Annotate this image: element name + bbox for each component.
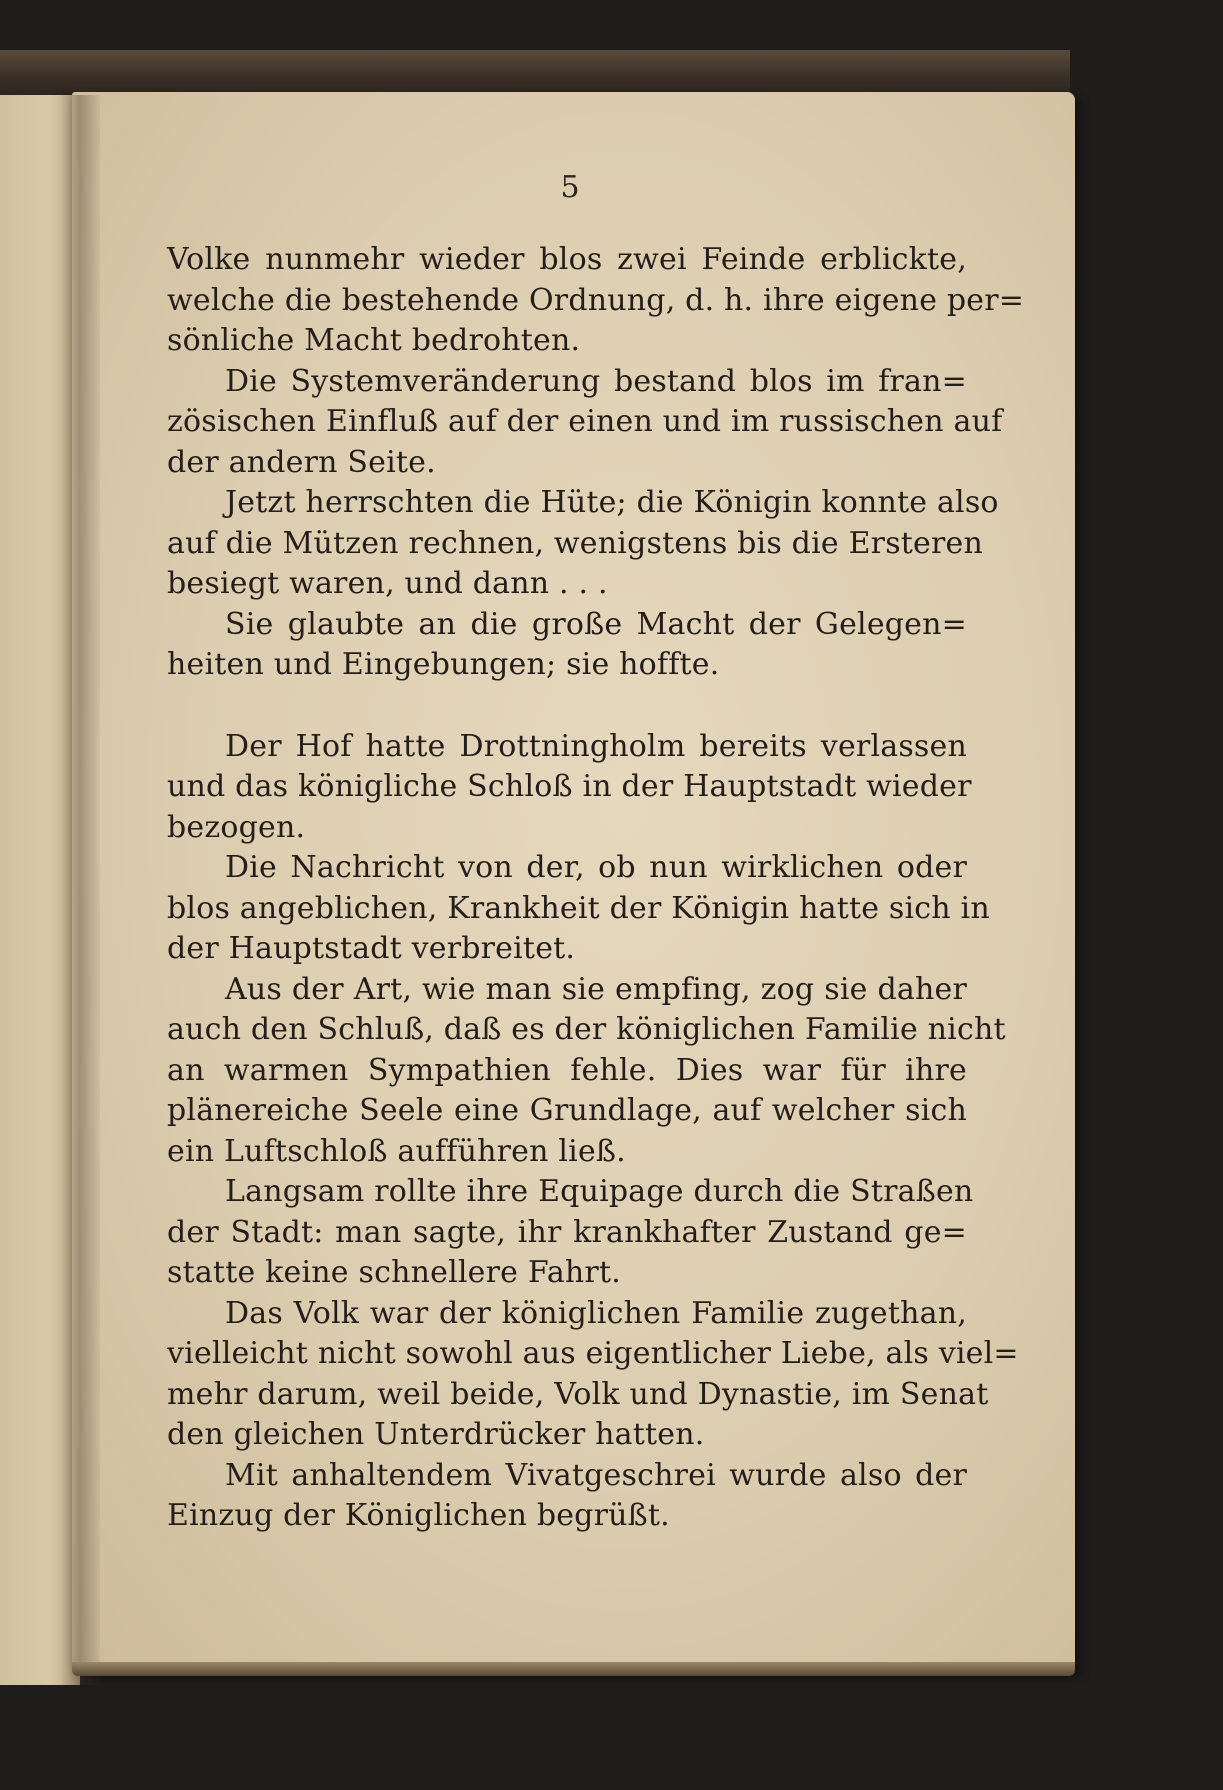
text-line: und das königliche Schloß in der Hauptstadt wieder bbox=[167, 769, 972, 804]
text-line: auch den Schluß, daß es der königlichen Familie nicht bbox=[167, 1012, 1006, 1047]
text-line: der Hauptstadt verbreitet. bbox=[167, 931, 576, 966]
text-line: Einzug der Königlichen begrüßt. bbox=[167, 1498, 670, 1533]
text-line: Das Volk war der königlichen Familie zugethan, bbox=[225, 1295, 967, 1331]
text-line: Sie glaubte an die große Macht der Gelegen= bbox=[225, 606, 967, 642]
text-line: sönliche Macht bedrohten. bbox=[167, 323, 581, 358]
text-line: besiegt waren, und dann . . . bbox=[167, 566, 608, 601]
text-line: zösischen Einfluß auf der einen und im russischen auf bbox=[167, 404, 1003, 439]
text-line: der andern Seite. bbox=[167, 444, 436, 480]
page-text bbox=[167, 240, 1025, 1537]
text-line: welche die bestehende Ordnung, d. h. ihre eigene per= bbox=[167, 282, 1025, 318]
text-line: vielleicht nicht sowohl aus eigentlicher Liebe, als viel= bbox=[167, 1336, 1019, 1371]
text-line: plänereiche Seele eine Grundlage, auf welcher sich bbox=[167, 1093, 967, 1128]
text-line: Die Systemveränderung bestand blos im fran= bbox=[225, 363, 967, 399]
text-line: der Stadt: man sagte, ihr krankhafter Zustand ge= bbox=[167, 1214, 967, 1250]
text-line: auf die Mützen rechnen, wenigstens bis die Ersteren bbox=[167, 525, 984, 561]
text-line: Langsam rollte ihre Equipage durch die Straßen bbox=[225, 1174, 974, 1209]
text-line: blos angeblichen, Krankheit der Königin hatte sich in bbox=[167, 890, 990, 926]
text-line: Aus der Art, wie man sie empfing, zog sie daher bbox=[225, 971, 967, 1007]
book-cover-edge bbox=[0, 50, 1070, 98]
spine-shadow bbox=[60, 95, 100, 1685]
text-line: Jetzt herrschten die Hüte; die Königin konnte also bbox=[225, 485, 999, 520]
text-line: ein Luftschloß aufführen ließ. bbox=[167, 1133, 626, 1169]
page-bottom-edge bbox=[72, 1662, 1075, 1676]
text-line: Volke nunmehr wieder blos zwei Feinde erblickte, bbox=[167, 242, 967, 277]
text-line: Mit anhaltendem Vivatgeschrei wurde also der bbox=[225, 1457, 967, 1493]
text-line: an warmen Sympathien fehle. Dies war für ihre bbox=[167, 1052, 967, 1088]
text-line: den gleichen Unterdrücker hatten. bbox=[167, 1417, 705, 1452]
text-line: bezogen. bbox=[167, 809, 306, 845]
text-line: mehr darum, weil beide, Volk und Dynastie, im Senat bbox=[167, 1376, 989, 1412]
text-line: Der Hof hatte Drottningholm bereits verlassen bbox=[225, 728, 967, 764]
text-line: statte keine schnellere Fahrt. bbox=[167, 1255, 621, 1290]
page-number: 5 bbox=[560, 170, 580, 205]
text-line: Die Nachricht von der, ob nun wirklichen oder bbox=[225, 850, 967, 885]
text-line: heiten und Eingebungen; sie hoffte. bbox=[167, 647, 720, 682]
paragraph-gap bbox=[167, 686, 967, 727]
